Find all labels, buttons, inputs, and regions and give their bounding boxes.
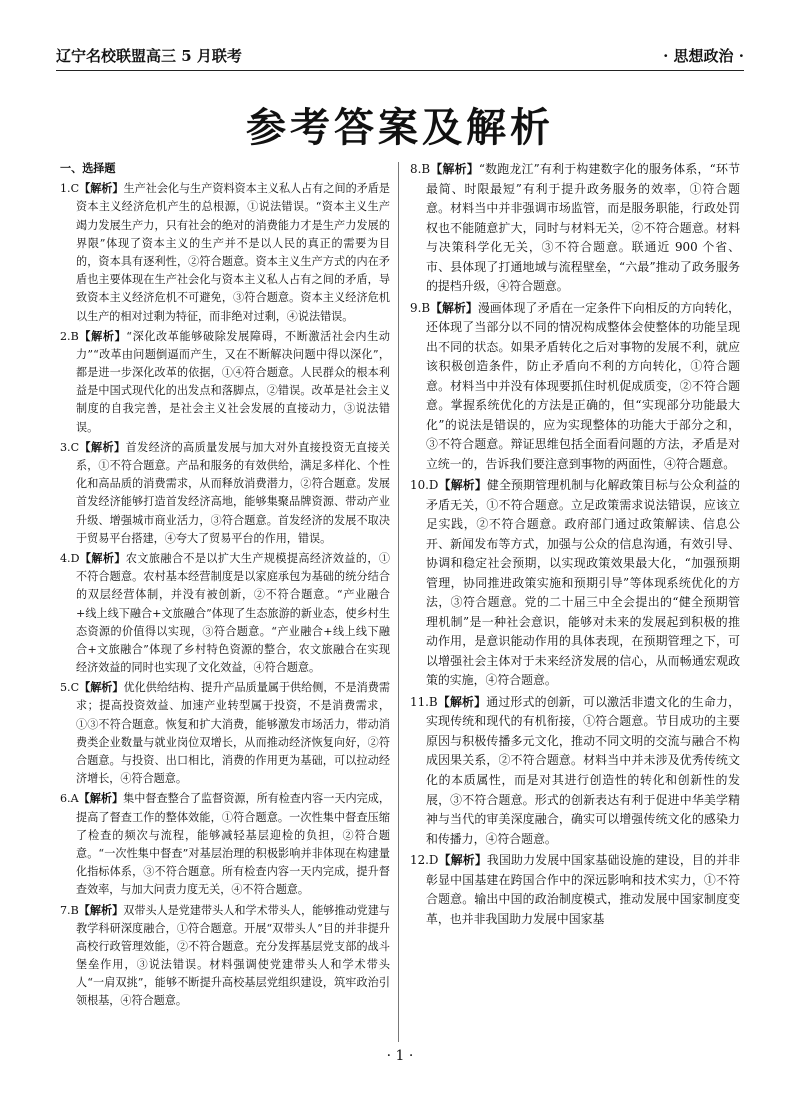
question-12: 12.D【解析】我国助力发展中国家基础设施的建设，目的并非彰显中国基建在跨国合作中的深远影响和技术实力，①不符合题意。输出中国的政治制度模式，推动发展中国家制度变革，也并非我国助力发展中国家基 <box>410 853 740 926</box>
left-column <box>60 160 390 1013</box>
page-number: · 1 · <box>386 1048 414 1064</box>
section-heading: 一、选择题 <box>60 162 116 175</box>
page-header <box>56 38 744 71</box>
question-1: 1.C【解析】生产社会化与生产资料资本主义私人占有之间的矛盾是资本主义经济危机产生的总根源，①说法错误。“资本主义生产竭力发展生产力，只有社会的绝对的消费能力才是生产力发展的界限”体现了资本主义的生产并不是以人民的真正的需要为目的，资本具有逐利性，②符合题意。资本主义生产方式的内在矛盾也主要体现在生产社会化与资本主义私人占有之间的矛盾，导致资本主义经济危机不可避免，③符合题意。资本主义经济危机以生产的相对过剩为特征，而非绝对过剩，④说法错误。 <box>60 182 390 323</box>
question-8: 8.B【解析】“数跑龙江”有利于构建数字化的服务体系，“环节最简、时限最短”有利于提升政务服务的效率，①符合题意。材料当中并非强调市场监管，而是服务职能，行政处罚权也不能随意扩大，同时与材料无关，②不符合题意。材料与决策科学化无关，③不符合题意。联通近 900 个省、市、县体现了打通地域与流程壁垒，“六最”推动了政务服务的提档升级，④符合题意。 <box>410 162 740 294</box>
question-3: 3.C【解析】首发经济的高质量发展与加大对外直接投资无直接关系，①不符合题意。产品和服务的有效供给，满足多样化、个性化和高品质的消费需求，从而释放消费潜力，②符合题意。发展首发经济能够打造首发经济高地，能够集聚品牌资源、带动产业升级、增强城市商业活力，③符合题意。首发经济的发展不取决于贸易平台搭建，④夸大了贸易平台的作用，错误。 <box>60 440 390 545</box>
question-7: 7.B【解析】双带头人是党建带头人和学术带头人，能够推动党建与教学科研深度融合，①符合题意。开展“双带头人”目的并非提升高校行政管理效能，②不符合题意。充分发挥基层党支部的战斗堡垒作用，③说法错误。材料强调使党建带头人和学术带头人“一肩双挑”，能够不断提升高校基层党组织建设，筑牢政治引领根基，④符合题意。 <box>60 903 390 1008</box>
question-5: 5.C【解析】优化供给结构、提升产品质量属于供给侧，不是消费需求；提高投资效益、加速产业转型属于投资，不是消费需求，①③不符合题意。恢复和扩大消费，能够激发市场活力，带动消费类企业数量与就业岗位双增长，从而推动经济恢复向好，②符合题意。与投资、出口相比，消费的作用更为基础，可以拉动经济增长，④符合题意。 <box>60 681 390 786</box>
page-title: 参考答案及解析 <box>246 105 554 151</box>
header-subject: · 思想政治 · <box>663 47 744 65</box>
question-10: 10.D【解析】健全预期管理机制与化解政策目标与公众利益的矛盾无关，①不符合题意。立足政策需求说法错误，应该立足实践，②不符合题意。政府部门通过政策解读、信息公开、新闻发布等方式，加强与公众的信息沟通，有效引导、协调和稳定社会预期，以实现政策效果最大化，“加强预期管理，协同推进政策实施和预期引导”等体现系统优化的方法，③符合题意。党的二十届三中全会提出的“健全预期管理机制”是一种社会意识，能够对未来的发展起到积极的推动作用，是意识能动作用的具体表现，在预期管理之下，可以增强社会主体对于未来经济发展的信心，从而畅通宏观政策的实施，④符合题意。 <box>410 478 740 688</box>
right-column <box>410 160 740 931</box>
question-4: 4.D【解析】农文旅融合不是以扩大生产规模提高经济效益的，①不符合题意。农村基本经营制度是以家庭承包为基础的统分结合的双层经营体制，并没有被创新，②不符合题意。“产业融合+线上线下融合+文旅融合”体现了生态旅游的新业态，使乡村生态资源的价值得以实现，③符合题意。“产业融合+线上线下融合+文旅融合”体现了乡村特色资源的整合，农文旅融合在实现经济效益的同时也实现了文化效益，④符合题意。 <box>60 551 390 675</box>
question-11: 11.B【解析】通过形式的创新，可以激活非遗文化的生命力，实现传统和现代的有机衔接，①符合题意。节目成功的主要原因与积极传播多元文化，推动不同文明的交流与融合不构成因果关系，②不符合题意。材料当中并未涉及优秀传统文化的本质属性，而是对其进行创造性的转化和创新性的发展，③不符合题意。形式的创新表达有利于促进中华美学精神与当代的审美深度融合，确实可以增强传统文化的感染力和传播力，④符合题意。 <box>410 694 740 846</box>
question-6: 6.A【解析】集中督查整合了监督资源，所有检查内容一天内完成，提高了督查工作的整体效能，①符合题意。一次性集中督查压缩了检查的频次与流程，能够减轻基层迎检的负担，②符合题意。“一次性集中督查”对基层治理的积极影响并非体现在构建量化指标体系，③不符合题意。所有检查内容一天内完成，提升督查效率，与加大问责力度无关，④不符合题意。 <box>60 792 390 897</box>
question-2: 2.B【解析】“深化改革能够破除发展障碍，不断激活社会内生动力”“改革由问题倒逼而产生，又在不断解决问题中得以深化”，都是进一步深化改革的依据，①④符合题意。人民群众的根本利益是中国式现代化的出发点和落脚点，②错误。改革是社会主义制度的自我完善，是社会主义社会发展的直接动力，③说法错误。 <box>60 329 390 434</box>
question-9: 9.B【解析】漫画体现了矛盾在一定条件下向相反的方向转化，还体现了当部分以不同的情况构成整体会使整体的功能呈现出不同的状态。如果矛盾转化之后对事物的发展不利，就应该积极创造条件，防止矛盾向不利的方向转化，①符合题意。材料当中并没有体现要抓住时机促成质变，②不符合题意。掌握系统优化的方法是正确的，但“实现部分功能最大化”的说法是错误的，应为实现整体的功能大于部分之和，③不符合题意。辩证思维包括全面看问题的方法，矛盾是对立统一的，告诉我们要注意到事物的两面性，④符合题意。 <box>410 300 740 471</box>
header-left-title: 辽宁名校联盟高三 5 月联考 <box>56 47 242 65</box>
column-divider <box>398 162 399 1042</box>
